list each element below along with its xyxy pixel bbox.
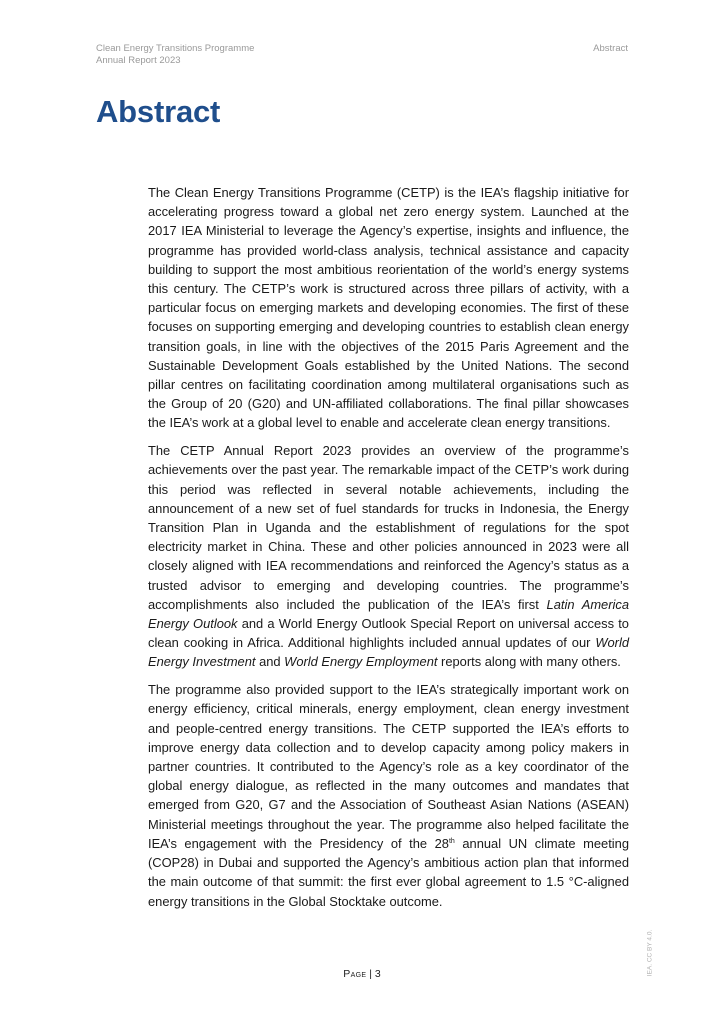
p3-text-a: The programme also provided support to the IEA’s strategically important work on energy efficiency, critical minerals, energy employment, clean energy investment and people-centred energy transitions. The CETP supported the IEA’s efforts to improve energy data collection and to develop capacity among policy makers in partner countries. It contributed to the Agency’s role as a key coordinator of the global energy dialogue, as reflected in the many outcomes and mandates that emerged from G20, G7 and the Association of Southeast Asian Nations (ASEAN) Ministerial meetings throughout the year. The programme also helped facilitate the IEA’s engagement with the Presidency of the 28 — [148, 682, 629, 851]
p2-text-c: and — [255, 654, 285, 670]
p2-text-b: and a World Energy Outlook Special Report on universal access to clean cooking in Africa. Additional highlights included annual updates of our — [148, 616, 629, 651]
license-text: IEA. CC BY 4.0. — [646, 929, 654, 977]
page-label: Page — [343, 968, 367, 980]
paragraph-1: The Clean Energy Transitions Programme (CETP) is the IEA’s flagship initiative for accelerating progress toward a global net zero energy system. Launched at the 2017 IEA Ministerial to leverage the Agency’s expertise, insights and influence, the programme has provided world-class analysis, technical assistance and capacity building to support the most ambitious reorientation of the world’s energy systems this century. The CETP’s work is structured across three pillars of activity, with a particular focus on emerging markets and developing economies. The first of these focuses on supporting emerging and developing countries to establish clean energy transition goals, in line with the objectives of the 2015 Paris Agreement and the Sustainable Development Goals established by the United Nations. The second pillar centres on facilitating coordination among multilateral organisations such as the Group of 20 (G20) and UN-affiliated collaborations. The final pillar showcases the IEA’s work at a global level to enable and accelerate clean energy transitions. — [148, 185, 629, 431]
running-header-section: Abstract — [593, 43, 628, 54]
page-separator: | — [366, 968, 375, 980]
page-number: 3 — [374, 968, 381, 980]
abstract-body — [148, 183, 629, 919]
p2-italic-wei: World Energy Investment — [148, 635, 629, 670]
p2-text-d: reports along with many others. — [437, 654, 621, 670]
header-programme: Clean Energy Transitions Programme — [96, 43, 255, 54]
header-report: Annual Report 2023 — [96, 55, 181, 66]
paragraph-2 — [148, 441, 629, 671]
page-footer — [0, 968, 724, 980]
page-title: Abstract — [96, 94, 221, 129]
p3-text-b: annual UN climate meeting (COP28) in Dubai and supported the Agency’s ambitious action plan that informed the main outcome of that summit: the first ever global agreement to 1.5 °C-aligned energy transitions in the Global Stocktake outcome. — [148, 835, 629, 909]
p2-text-a: The CETP Annual Report 2023 provides an overview of the programme’s achievements over the past year. The remarkable impact of the CETP’s work during this period was reflected in several notable achievements, including the announcement of a new set of fuel standards for trucks in Indonesia, the Energy Transition Plan in Uganda and the establishment of regulations for the spot electricity market in China. These and other policies announced in 2023 were all closely aligned with IEA recommendations and reinforced the Agency’s status as a trusted advisor to emerging and developing countries. The programme’s accomplishments also included the publication of the IEA’s first — [148, 443, 629, 612]
p2-italic-wee: World Energy Employment — [284, 654, 438, 670]
paragraph-3 — [148, 680, 629, 910]
running-header-left — [96, 43, 254, 67]
p2-italic-latin-america: Latin America Energy Outlook — [148, 596, 629, 632]
p3-superscript: th — [448, 837, 455, 845]
